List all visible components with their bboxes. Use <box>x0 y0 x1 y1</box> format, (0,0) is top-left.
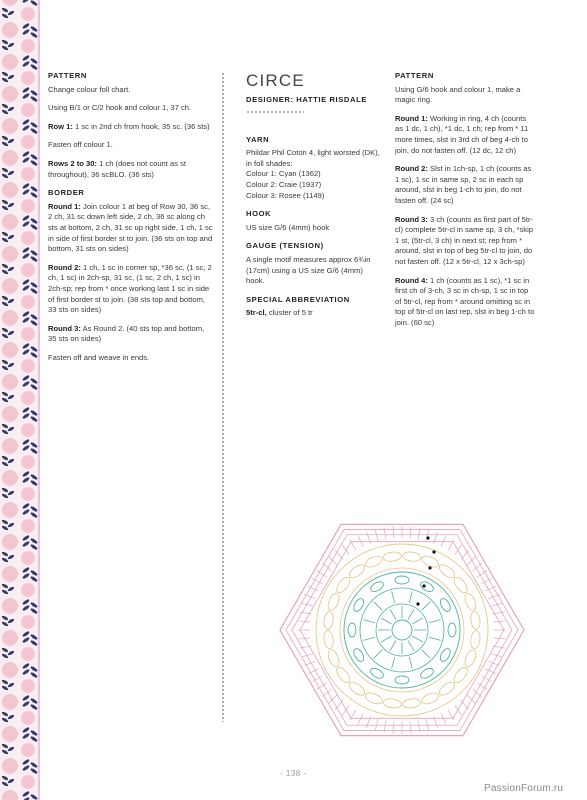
stitch-mark <box>441 536 446 547</box>
round-start-marker <box>428 566 431 569</box>
round3-instruction <box>395 215 535 268</box>
border-heading: BORDER <box>48 188 85 198</box>
cluster-stitch <box>438 647 452 663</box>
stitch-mark <box>375 530 378 542</box>
stitch-mark <box>467 695 475 703</box>
border-motif <box>1 342 38 373</box>
cluster-stitch <box>463 592 478 612</box>
dc-stitch <box>408 640 414 650</box>
round-start-marker <box>426 536 429 539</box>
round-start-marker <box>422 584 425 587</box>
dc-stitch <box>374 650 382 658</box>
border-motif <box>1 694 38 725</box>
border-motif <box>1 726 38 757</box>
border-motif <box>1 790 38 800</box>
decorative-border <box>0 0 40 800</box>
hook-text: US size G/6 (4mm) hook <box>246 222 330 232</box>
border-motif <box>1 214 38 245</box>
cluster-stitch <box>364 691 384 706</box>
dc-stitch <box>390 640 396 650</box>
yarn-heading: YARN <box>246 134 270 144</box>
dc-stitch <box>422 650 430 658</box>
dc-stitch <box>409 591 412 603</box>
border-motif <box>1 630 38 661</box>
cluster-stitch <box>437 562 457 580</box>
watermark: PassionForum.ru <box>484 783 564 794</box>
border-motif <box>1 310 38 341</box>
dc-stitch <box>412 618 422 624</box>
row1-instruction <box>48 122 214 133</box>
round2-label: Round 2: <box>395 164 428 174</box>
hexagon-outline <box>292 535 512 726</box>
pattern-heading-right: PATTERN <box>395 71 434 80</box>
dc-stitch <box>381 618 391 624</box>
cluster-stitch <box>383 551 402 562</box>
border-motif <box>1 566 38 597</box>
stitch-mark <box>426 719 429 731</box>
gauge-text: A single motif measures approx 6¾in (17cm) using a US size G/6 (4mm) hook. <box>246 254 371 286</box>
border-motif <box>1 118 38 149</box>
cluster-stitch <box>352 647 366 663</box>
border-round1-text: Join colour 1 at beg of Row 30, 36 sc, 2 ch, 31 sc down left side, 2 ch, 36 sc along ch sts at bottom, 2 ch, 31 sc up right side, 1 ch, 1 sc in side of first border st to join. (36 sts on top and bottom, 31 sts on sides) <box>48 201 213 254</box>
dc-stitch <box>381 636 391 642</box>
round-ring <box>360 588 444 672</box>
round2-instruction <box>395 164 535 206</box>
round1-text: Working in ring, 4 ch (counts as 1 dc, 1 ch), *1 dc, 1 ch; rep from * 11 more times, slst in 3rd ch of beg 4-ch to join, do not fasten off. (12 dc, 12 ch) <box>395 113 529 155</box>
cluster-stitch <box>438 597 452 613</box>
dc-stitch <box>390 609 396 619</box>
round-ring <box>316 544 488 716</box>
border-motif <box>1 0 38 21</box>
cluster-stitch <box>395 676 409 684</box>
right-column <box>395 71 535 336</box>
stitch-mark <box>358 713 363 724</box>
round4-label: Round 4: <box>395 275 428 285</box>
cluster-stitch <box>383 698 402 709</box>
round1-instruction <box>395 114 535 156</box>
border-round1-label: Round 1: <box>48 201 81 211</box>
border-motif <box>1 278 38 309</box>
cluster-stitch <box>470 630 481 649</box>
round-start-marker <box>416 602 419 605</box>
row1-text: 1 sc in 2nd ch from hook, 35 sc. (36 sts) <box>75 121 210 131</box>
cluster-stitch <box>452 575 470 595</box>
cluster-stitch <box>369 580 385 594</box>
round-ring <box>340 568 464 692</box>
border-motif <box>1 374 38 405</box>
border-motif <box>1 534 38 565</box>
dc-stitch <box>392 591 395 603</box>
border-motif <box>1 470 38 501</box>
stitch-mark <box>488 594 499 598</box>
designer-credit: DESIGNER: HATTIE RISDALE <box>246 95 367 104</box>
floral-pattern-border <box>0 0 40 800</box>
cluster-stitch <box>364 554 384 569</box>
round3-text: 3 ch (counts as first part of 5tr-cl) complete 5tr-cl in same sp, 3 ch, *skip 1 st, (5tr-cl, 3 ch) in next st; rep from * around, slst in top of beg 5tr-cl to join, do not fasten off. (12 x 5tr-cl, 12 x 3ch-sp) <box>395 214 534 266</box>
round3-label: Round 3: <box>395 214 428 224</box>
colour2-text: Colour 2: Craie (1937) <box>246 179 322 189</box>
hook-heading: HOOK <box>246 209 272 219</box>
colour3-text: Colour 3: Rosee (1149) <box>246 190 325 200</box>
cluster-stitch <box>347 680 367 698</box>
cluster-stitch <box>323 611 334 630</box>
column-divider <box>222 72 224 722</box>
stitch-mark <box>488 661 499 665</box>
pattern-intro: Using G/6 hook and colour 1, make a magic ring. <box>395 84 521 105</box>
border-round1 <box>48 202 214 255</box>
cluster-stitch <box>347 562 367 580</box>
stitch-mark <box>461 700 469 709</box>
border-round2-text: 1 ch, 1 sc in corner sp, *36 sc, (1 sc, 2 ch, 1 sc) in 2ch-sp, 31 sc, (1 sc, 2 ch, 1 sc) in 2ch-sp; rep from * once working last 1 sc in side of first border st to join. (38 sts top and bottom, 33 sts on sides) <box>48 262 212 315</box>
cluster-stitch <box>352 597 366 613</box>
border-round3-text: As Round 2. (40 sts top and bottom, 35 sts on sides) <box>48 323 205 344</box>
cluster-stitch <box>470 611 481 630</box>
stitch-mark <box>393 526 394 538</box>
cluster-stitch <box>326 592 341 612</box>
row1-label: Row 1: <box>48 121 73 131</box>
border-motif <box>1 502 38 533</box>
stitch-mark <box>375 719 378 731</box>
stitch-mark <box>393 722 394 734</box>
cluster-stitch <box>334 575 352 595</box>
border-round2-label: Round 2: <box>48 262 81 272</box>
stitch-mark <box>461 550 469 559</box>
stitch-mark <box>358 536 363 547</box>
round2-text: Slst in 1ch-sp, 1 ch (counts as 1 sc), 1 sc in same sp, 2 sc in each sp around, slst in beg 1-ch to join, do not fasten off. (24 sc) <box>395 164 532 205</box>
abbreviation-text: cluster of 5 tr <box>268 308 313 318</box>
border-motif <box>1 150 38 181</box>
cluster-stitch <box>369 666 385 680</box>
stitch-mark <box>467 556 475 564</box>
cluster-stitch <box>323 630 334 649</box>
border-motif <box>1 598 38 629</box>
round-ring <box>344 572 460 688</box>
cluster-stitch <box>395 576 409 584</box>
fasten-off-text: Fasten off colour 1. <box>48 140 113 150</box>
dc-stitch <box>374 602 382 610</box>
dc-stitch <box>429 637 441 640</box>
cluster-stitch <box>419 666 435 680</box>
stitch-mark <box>328 556 336 564</box>
border-round3-label: Round 3: <box>48 323 81 333</box>
fasten-weave-text: Fasten off and weave in ends. <box>48 352 150 362</box>
dc-stitch <box>363 620 375 623</box>
border-motif <box>1 246 38 277</box>
round4-text: 1 ch (counts as 1 sc), *1 sc in first ch of 3-ch, 3 sc in ch-sp, 1 sc in top of 5tr-cl, rep from * around omitting sc in top of 5tr-cl on last rep, slst in beg 1-ch to join. (60 sc) <box>395 275 535 327</box>
dc-stitch <box>429 620 441 623</box>
border-motif <box>1 182 38 213</box>
border-motif <box>1 86 38 117</box>
page-title: CIRCE <box>246 71 305 90</box>
cluster-stitch <box>448 623 456 637</box>
page-number: - 138 - <box>280 769 307 778</box>
left-column <box>48 71 214 371</box>
round4-instruction <box>395 276 535 329</box>
border-motif <box>1 22 38 53</box>
border-motif <box>1 406 38 437</box>
stitch-mark <box>335 550 343 559</box>
rows-instruction <box>48 159 214 180</box>
stitch-mark <box>410 526 411 538</box>
abbreviation-label: 5tr-cl, <box>246 308 267 318</box>
dc-stitch <box>363 637 375 640</box>
change-colour-text: Change colour foll chart. <box>48 84 131 94</box>
crochet-motif-chart <box>278 506 526 754</box>
dc-stitch <box>408 609 414 619</box>
round1-label: Round 1: <box>395 113 428 123</box>
dc-stitch <box>412 636 422 642</box>
cluster-stitch <box>402 698 421 709</box>
stitch-mark <box>328 695 336 703</box>
abbreviation-entry <box>246 308 381 319</box>
cluster-stitch <box>420 691 440 706</box>
yarn-text: Phildar Phil Coton 4, light worsted (DK), in foll shades: <box>246 148 380 168</box>
pattern-heading: PATTERN <box>48 71 87 80</box>
dc-stitch <box>392 657 395 669</box>
cluster-stitch <box>402 551 421 562</box>
gauge-heading: GAUGE (TENSION) <box>246 241 324 251</box>
cluster-stitch <box>326 648 341 668</box>
border-motif <box>1 758 38 789</box>
dc-stitch <box>409 657 412 669</box>
stitch-mark <box>410 722 411 734</box>
cluster-stitch <box>463 648 478 668</box>
round-start-marker <box>432 550 435 553</box>
stitch-mark <box>304 661 315 665</box>
dc-stitch <box>422 602 430 610</box>
middle-column <box>246 71 381 327</box>
border-round2 <box>48 263 214 316</box>
cluster-stitch <box>452 665 470 685</box>
abbreviation-heading: SPECIAL ABBREVIATION <box>246 294 350 304</box>
border-motif <box>1 54 38 85</box>
cluster-stitch <box>334 665 352 685</box>
magic-ring <box>392 620 412 640</box>
stitch-mark <box>335 700 343 709</box>
border-motif <box>1 438 38 469</box>
hexagon-outline <box>280 524 524 735</box>
cluster-stitch <box>348 623 356 637</box>
rows-text: 1 ch (does not count as st throughout), 36 scBLO. (36 sts) <box>48 158 187 179</box>
stitch-mark <box>441 713 446 724</box>
stitch-mark <box>304 594 315 598</box>
using-hook-text: Using B/1 or C/2 hook and colour 1, 37 ch. <box>48 103 192 113</box>
cluster-stitch <box>437 680 457 698</box>
rows-label: Rows 2 to 30: <box>48 158 97 168</box>
border-motif <box>1 662 38 693</box>
cluster-stitch <box>419 580 435 594</box>
border-round3 <box>48 324 214 345</box>
colour1-text: Colour 1: Cyan (1362) <box>246 169 321 179</box>
